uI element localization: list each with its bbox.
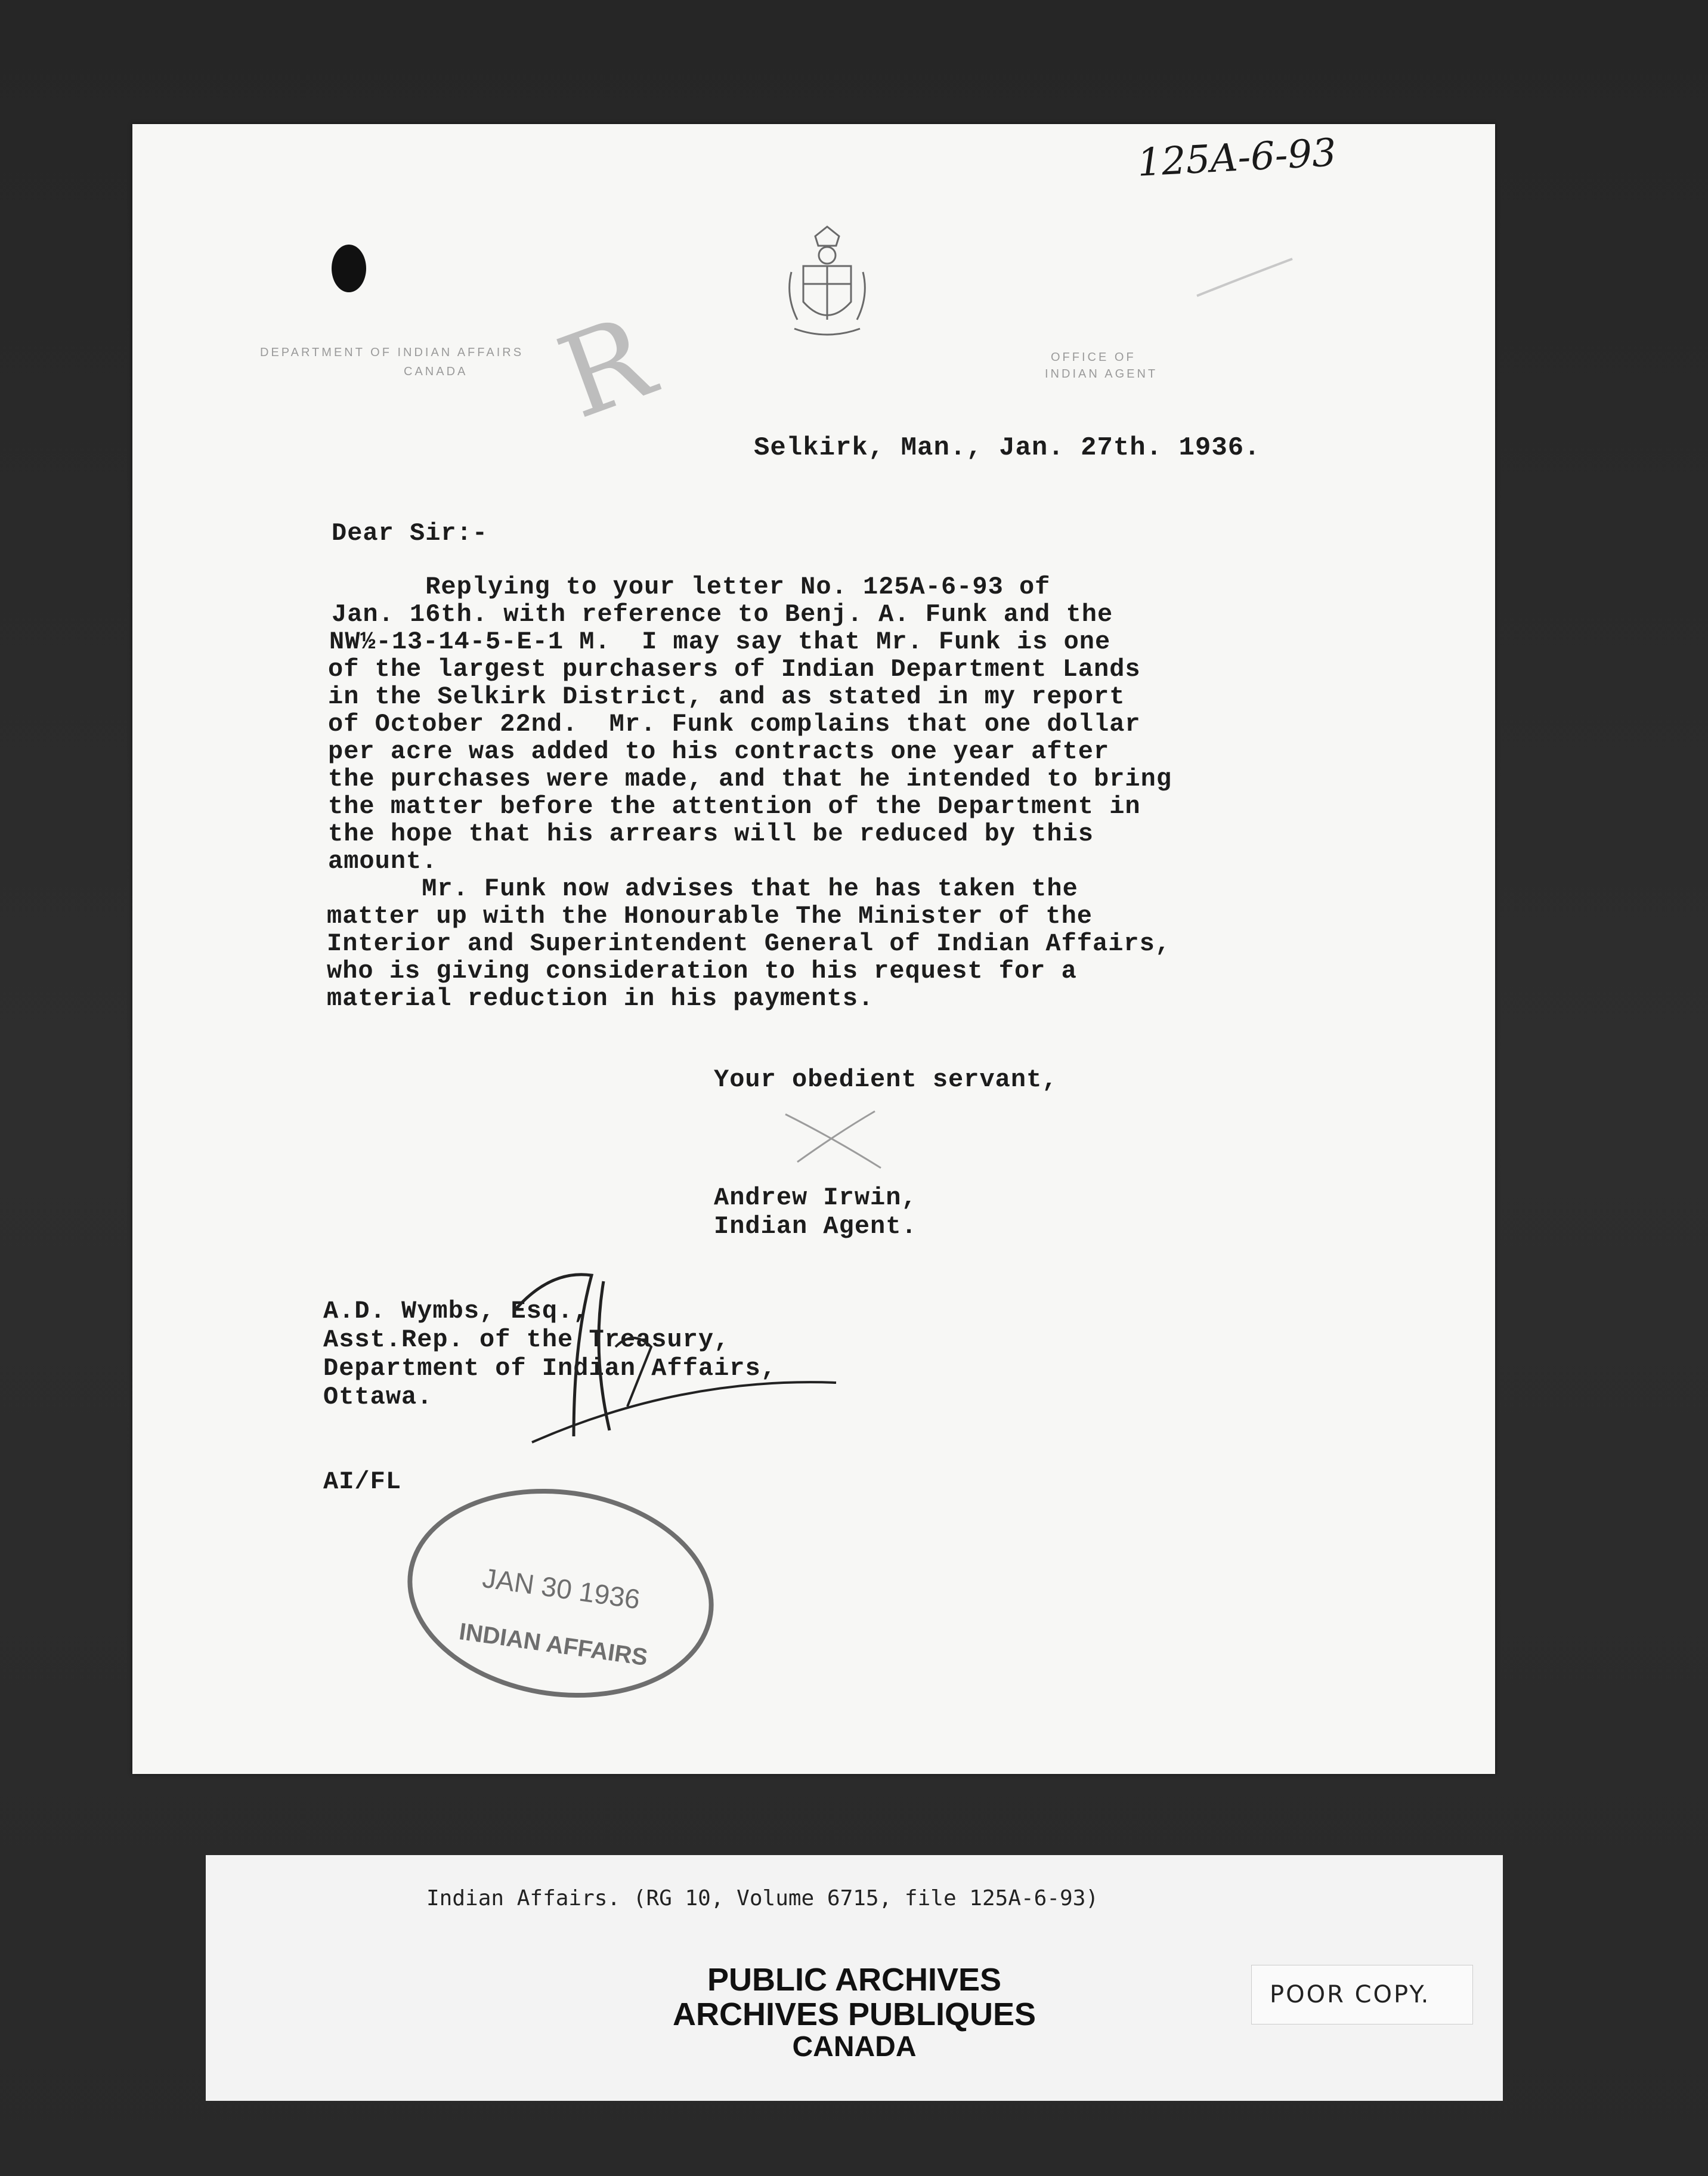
recipient-line: Department of Indian Affairs, (323, 1354, 776, 1383)
archive-name-fr: ARCHIVES PUBLIQUES (672, 1996, 1036, 2032)
received-stamp-r: R (543, 291, 669, 444)
body-line: Interior and Superintendent General of Indian Affairs, (327, 929, 1171, 958)
letter-dateline: Selkirk, Man., Jan. 27th. 1936. (754, 433, 1261, 463)
body-line: Replying to your letter No. 125A-6-93 of (332, 573, 1051, 601)
body-line: the matter before the attention of the Department in (328, 792, 1141, 821)
letterhead-agent: INDIAN AGENT (1045, 367, 1158, 381)
signer-title: Indian Agent. (714, 1212, 917, 1241)
poor-copy-note (1251, 1965, 1473, 2024)
recipient-line: Ottawa. (323, 1383, 433, 1411)
coat-of-arms-icon (779, 224, 875, 344)
signature-mark (779, 1102, 887, 1174)
archive-country: CANADA (792, 2031, 917, 2063)
body-line: Mr. Funk now advises that he has taken the (328, 874, 1078, 903)
closing: Your obedient servant, (714, 1065, 1058, 1094)
salutation: Dear Sir:- (332, 519, 488, 548)
punch-hole-mark (332, 245, 366, 292)
letter-page (132, 124, 1495, 1774)
letterhead-office: OFFICE OF (1051, 351, 1136, 364)
body-line: of the largest purchasers of Indian Department Lands (328, 655, 1141, 684)
archive-caption: Indian Affairs. (RG 10, Volume 6715, file 125A-6-93) (426, 1886, 1099, 1911)
letterhead-country: CANADA (404, 365, 468, 378)
body-line: amount. (328, 847, 438, 876)
received-date-stamp (394, 1470, 727, 1717)
letterhead-department: DEPARTMENT OF INDIAN AFFAIRS (260, 346, 524, 359)
body-line: the hope that his arrears will be reduced by this (328, 820, 1094, 848)
body-line: who is giving consideration to his request for a (327, 957, 1077, 985)
handwritten-file-reference: 125A-6-93 (1136, 131, 1338, 186)
body-line: material reduction in his payments. (327, 984, 874, 1013)
signer-name: Andrew Irwin, (714, 1183, 917, 1212)
body-line: matter up with the Honourable The Minister of the (327, 902, 1093, 931)
received-stamp-date: JAN 30 1936 (480, 1562, 642, 1615)
body-line: per acre was added to his contracts one year after (328, 737, 1110, 766)
body-line: of October 22nd. Mr. Funk complains that one dollar (328, 710, 1141, 738)
recipient-line: A.D. Wymbs, Esq., (323, 1297, 589, 1325)
poor-copy-text: POOR COPY. (1270, 1981, 1431, 2008)
typist-initials: AI/FL (323, 1467, 402, 1496)
handwritten-initials (502, 1257, 860, 1448)
pencil-mark (1194, 254, 1295, 302)
body-line: NW½-13-14-5-E-1 M. I may say that Mr. Funk is one (329, 628, 1111, 656)
received-stamp-bottom: INDIAN AFFAIRS (457, 1618, 649, 1671)
body-line: the purchases were made, and that he intended to bring (328, 765, 1172, 793)
recipient-line: Asst.Rep. of the Treasury, (323, 1325, 730, 1354)
body-line: in the Selkirk District, and as stated in my report (328, 682, 1125, 711)
body-line: Jan. 16th. with reference to Benj. A. Funk and the (332, 600, 1113, 629)
archive-name-en: PUBLIC ARCHIVES (707, 1962, 1002, 1998)
